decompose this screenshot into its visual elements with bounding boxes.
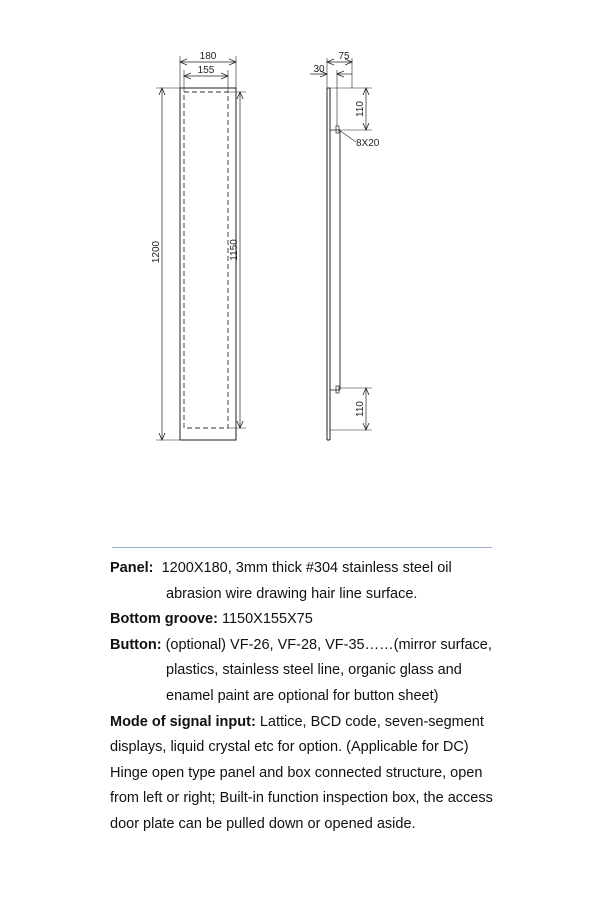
dim-total-depth: 75 <box>338 51 350 62</box>
dim-groove-height: 1150 <box>229 239 240 261</box>
spec-text-block <box>110 556 510 838</box>
hinge-slot-top <box>336 126 339 133</box>
dim-groove-width: 155 <box>197 65 215 76</box>
hinge-slot-bottom <box>336 386 339 393</box>
section-divider <box>112 547 492 548</box>
spec-panel-label: Panel: <box>110 560 154 576</box>
side-view <box>310 51 380 440</box>
dim-top-hinge-offset: 110 <box>355 101 366 117</box>
dim-hinge-slot: 8X20 <box>356 138 380 149</box>
spec-button-line1 <box>110 633 510 659</box>
spec-button-line3: enamel paint are optional for button sheet) <box>166 687 439 704</box>
spec-signal-line2: displays, liquid crystal etc for option. (Applicable for DC) <box>110 739 469 756</box>
spec-note-line1: Hinge open type panel and box connected structure, open <box>110 764 483 781</box>
dim-bottom-hinge-offset: 110 <box>355 401 366 417</box>
spec-signal-label: Mode of signal input: <box>110 713 256 730</box>
spec-groove <box>110 607 510 633</box>
dim-panel-width: 180 <box>199 51 217 62</box>
spec-button-label: Button: <box>110 636 162 653</box>
spec-signal-line1 <box>110 710 510 736</box>
spec-button-value: (optional) VF-26, VF-28, VF-35……(mirror surface, <box>165 636 492 653</box>
spec-panel-line2: abrasion wire drawing hair line surface. <box>166 585 418 602</box>
spec-panel-line1 <box>110 556 510 582</box>
front-view <box>151 51 246 440</box>
spec-groove-label: Bottom groove: <box>110 611 218 628</box>
spec-groove-value: 1150X155X75 <box>221 611 313 628</box>
spec-panel-value: 1200X180, 3mm thick #304 stainless steel oil <box>161 560 452 576</box>
spec-note-line3: door plate can be pulled down or opened aside. <box>110 815 416 832</box>
groove-outline <box>184 92 228 428</box>
dim-panel-height: 1200 <box>151 240 162 264</box>
hinge-slot-leader <box>339 130 356 142</box>
spec-signal-value: Lattice, BCD code, seven-segment <box>259 713 484 730</box>
dim-panel-offset: 30 <box>313 64 325 75</box>
spec-button-line2: plastics, stainless steel line, organic glass and <box>166 662 462 679</box>
spec-note-line2: from left or right; Built-in function inspection box, the access <box>110 790 493 807</box>
